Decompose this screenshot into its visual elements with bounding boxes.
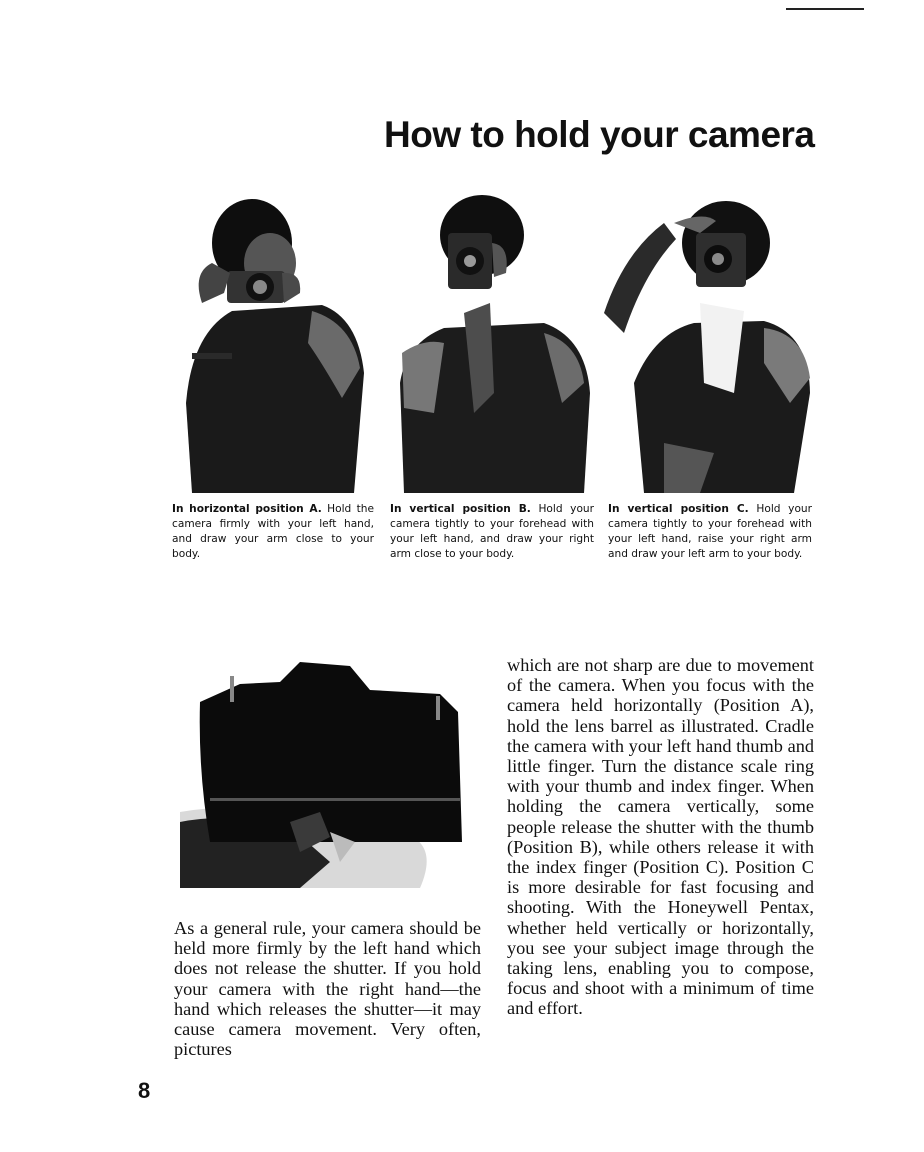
caption-text: Hold your camera tightly to your forehead with your left hand, and draw your right arm close to your body. bbox=[390, 503, 595, 560]
camera-held-in-hand-icon bbox=[180, 662, 480, 888]
person-holding-camera-horizontal-icon bbox=[172, 193, 374, 493]
page-number: 8 bbox=[138, 1078, 151, 1103]
caption-position-b bbox=[390, 502, 594, 562]
caption-lead: In vertical position C. bbox=[608, 503, 749, 515]
photo-position-b bbox=[394, 193, 594, 493]
caption-text: Hold the camera firmly with your left hand, and draw your arm close to your body. bbox=[172, 503, 374, 560]
photo-position-a bbox=[172, 193, 374, 493]
caption-text: Hold your camera tightly to your forehead with your left hand, raise your right arm and draw your left arm to your body. bbox=[608, 503, 812, 560]
header-rule bbox=[786, 8, 864, 10]
caption-lead: In horizontal position A. bbox=[172, 503, 322, 515]
person-holding-camera-vertical-thumb-icon bbox=[394, 193, 594, 493]
body-left-column: As a general rule, your camera should be held more firmly by the left hand which does not release the shutter. If you hold your camera with the right hand—the hand which releases the shutter—it may cause camera movement. Very often, pictures bbox=[174, 918, 481, 1060]
photo-position-c bbox=[604, 193, 814, 493]
page-title: How to hold your camera bbox=[384, 114, 815, 155]
caption-position-a bbox=[172, 502, 374, 562]
photo-camera-grip bbox=[180, 662, 480, 888]
person-holding-camera-vertical-index-icon bbox=[604, 193, 814, 493]
caption-position-c bbox=[608, 502, 812, 562]
caption-lead: In vertical position B. bbox=[390, 503, 531, 515]
body-right-column: which are not sharp are due to movement of the camera. When you focus with the camera held horizontally (Position A), hold the lens barrel as illustrated. Cradle the camera with your left hand thumb and little finger. Turn the distance scale ring with your thumb and index finger. When holding the camera vertically, some people release the shutter with the thumb (Position B), while others release it with the index finger (Position C). Position C is more desirable for fast focusing and shooting. With the Honeywell Pentax, whether held vertically or horizontally, you see your subject image through the taking lens, enabling you to compose, focus and shoot with a minimum of time and effort. bbox=[507, 655, 814, 1019]
